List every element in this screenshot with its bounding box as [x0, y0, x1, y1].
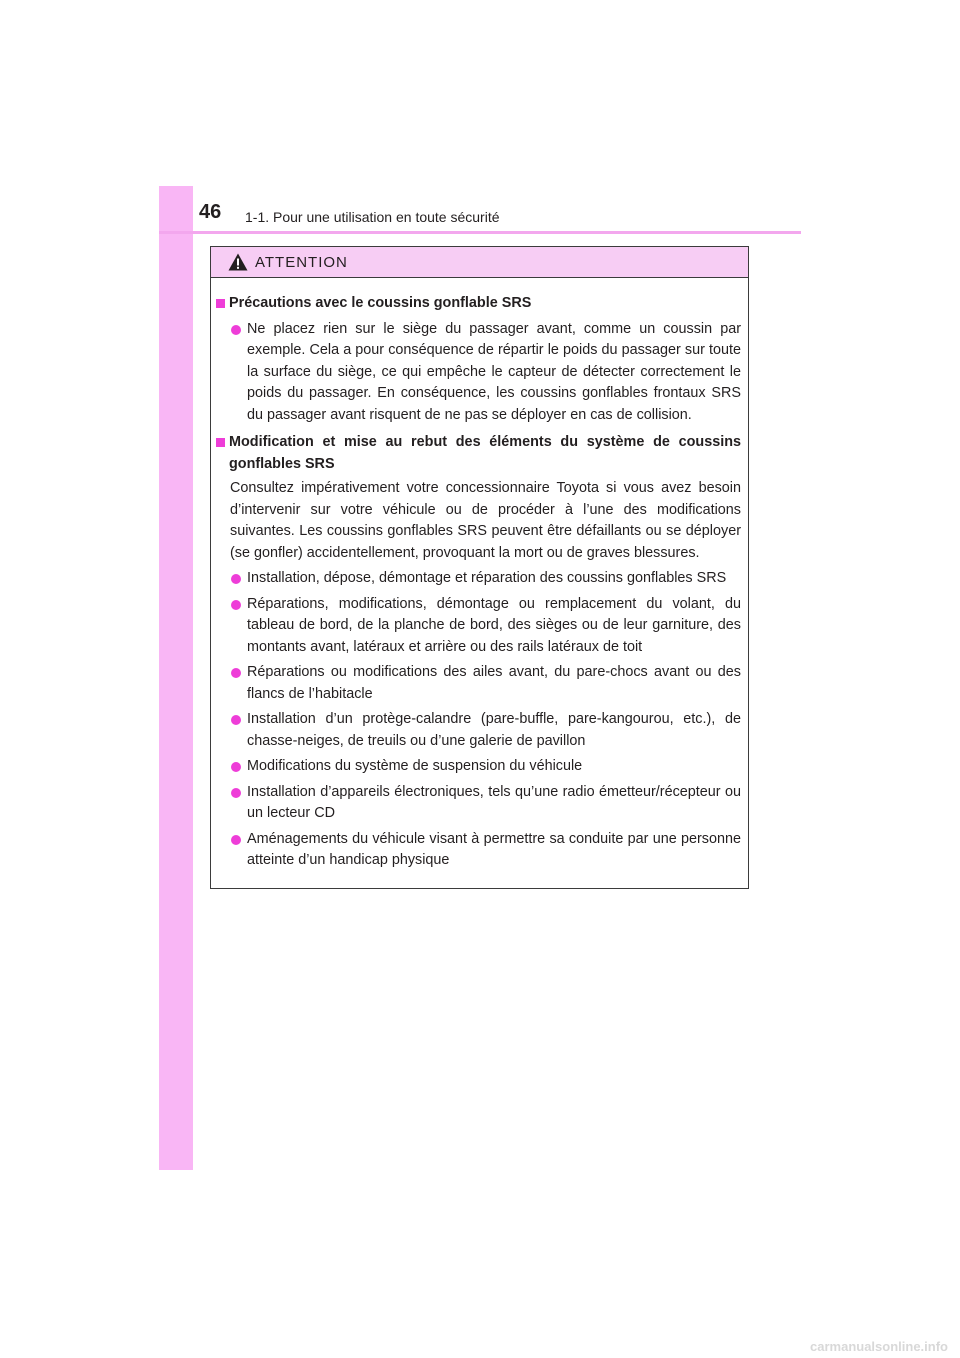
warning-header [211, 247, 748, 278]
section-heading: Précautions avec le coussins gonflable SRS [216, 293, 741, 315]
warning-body [211, 278, 748, 872]
chapter-side-tab [159, 186, 193, 1170]
list-item: Modifications du système de suspension du véhicule [216, 756, 741, 778]
round-bullet-icon [231, 600, 241, 610]
round-bullet-icon [231, 835, 241, 845]
watermark: carmanualsonline.info [810, 1339, 948, 1354]
round-bullet-icon [231, 325, 241, 335]
round-bullet-icon [231, 762, 241, 772]
running-head: 1-1. Pour une utilisation en toute sécurité [245, 209, 500, 225]
warning-triangle-icon [228, 253, 248, 271]
page-number: 46 [199, 201, 222, 223]
list-item: Installation d’un protège-calandre (pare-buffle, pare-kangourou, etc.), de chasse-neiges, de treuils ou d’une galerie de pavillon [216, 709, 741, 752]
round-bullet-icon [231, 668, 241, 678]
warning-title: ATTENTION [255, 253, 348, 271]
warning-box [210, 246, 749, 889]
list-item: Aménagements du véhicule visant à permettre sa conduite par une personne atteinte d’un handicap physique [216, 829, 741, 872]
list-item: Ne placez rien sur le siège du passager avant, comme un coussin par exemple. Cela a pour conséquence de répartir le poids du passager sur toute la surface du siège, ce qui empêche le capteur de détecter correctement le poids du passager. En conséquence, les coussins gonflables frontaux SRS du passager avant risquent de ne pas se déployer en cas de collision. [216, 319, 741, 427]
list-item: Installation, dépose, démontage et réparation des coussins gonflables SRS [216, 568, 741, 590]
square-bullet-icon [216, 438, 225, 447]
header-rule [159, 231, 801, 234]
list-item: Réparations, modifications, démontage ou remplacement du volant, du tableau de bord, de la planche de bord, des sièges ou de leur garniture, des montants avant, latéraux et arrière ou des rails latéraux de toit [216, 594, 741, 659]
square-bullet-icon [216, 299, 225, 308]
list-item: Installation d’appareils électroniques, tels qu’une radio émetteur/récepteur ou un lecteur CD [216, 782, 741, 825]
round-bullet-icon [231, 574, 241, 584]
section-paragraph: Consultez impérativement votre concessionnaire Toyota si vous avez besoin d’intervenir sur votre véhicule ou de procéder à l’une des modifications suivantes. Les coussins gonflables SRS peuvent être défaillants ou se déployer (se gonfler) accidentellement, provoquant la mort ou de graves blessures. [230, 480, 741, 561]
section-heading: Modification et mise au rebut des éléments du système de coussins gonflables SRS [216, 432, 741, 475]
round-bullet-icon [231, 788, 241, 798]
round-bullet-icon [231, 715, 241, 725]
list-item: Réparations ou modifications des ailes avant, du pare-chocs avant ou des flancs de l’habitacle [216, 662, 741, 705]
